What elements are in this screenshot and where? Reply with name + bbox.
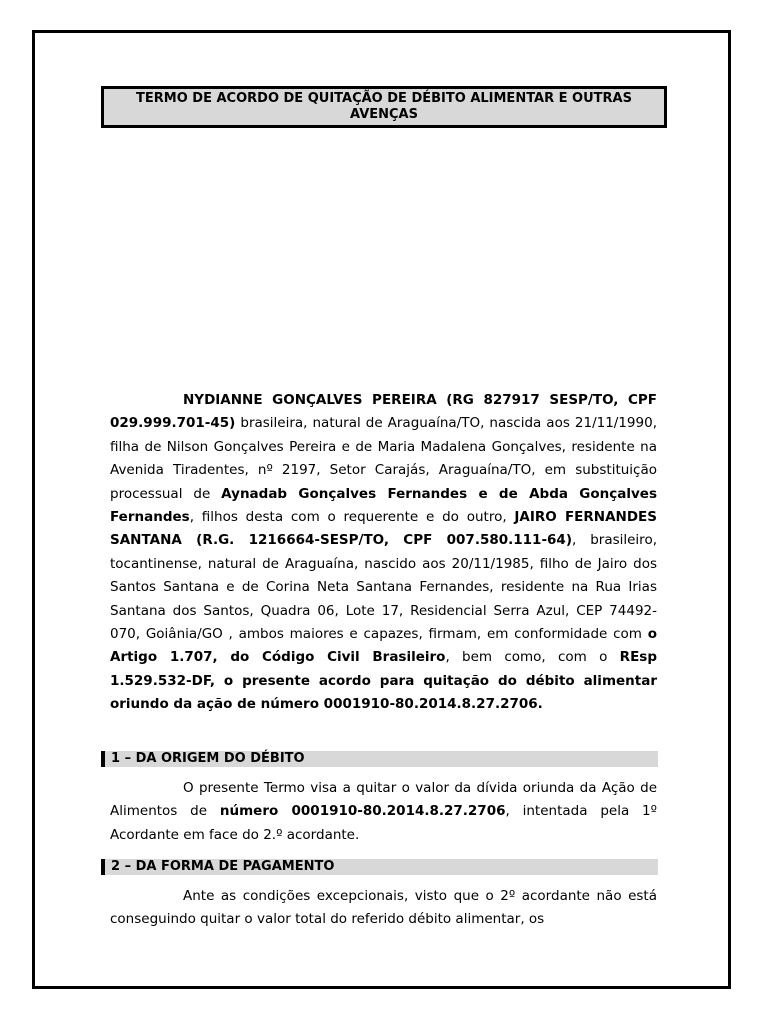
section-payment-paragraph — [110, 885, 657, 932]
document-title — [101, 86, 667, 128]
origin-process-number: número 0001910-80.2014.8.27.2706 — [219, 803, 506, 820]
payment-text: Ante as condições excepcionais, visto que o 2º acordante não está conseguindo quitar o valor total do referido débito alimentar, os — [110, 888, 657, 928]
party-one-name: NYDIANNE GONÇALVES PEREIRA (RG 827917 SESP/TO, CPF 029.999.701-45) — [110, 392, 657, 432]
party-one-details: brasileira, natural de Araguaína/TO, nascida aos 21/11/1990, filha de Nilson Gonçalves Pereira e de Maria Madalena Gonçalves, residente na Avenida Tiradentes, nº 2197, Setor Carajás, Araguaína/TO, em substituição processual de — [110, 415, 657, 502]
section-heading-payment — [101, 859, 658, 875]
origin-text-a: O presente Termo visa a quitar o valor da dívida oriunda da Ação de Alimentos de — [110, 780, 657, 820]
document-title-text: TERMO DE ACORDO DE QUITAÇÃO DE DÉBITO ALIMENTAR E OUTRAS AVENÇAS — [136, 91, 632, 122]
party-two-name: JAIRO FERNANDES SANTANA (R.G. 1216664-SESP/TO, CPF 007.580.111-64) — [110, 509, 657, 549]
party-two-details: , brasileiro, tocantinense, natural de Araguaína, nascido aos 20/11/1985, filho de Jairo dos Santos Santana e de Corina Neta Santana Fernandes, residente na Rua Irias Santana dos Santos, Quadra 06, Lote 17, Residencial Serra Azul, CEP 74492-070, Goiânia/GO , ambos maiores e capazes, firmam, em conformidade com — [110, 532, 657, 643]
intro-connector-2: , bem como, com o — [445, 649, 620, 666]
intro-connector: , filhos desta com o requerente e do outro, — [189, 509, 515, 526]
origin-text-b: , intentada pela 1º Acordante em face do 2.º acordante. — [110, 803, 658, 843]
section-heading-payment-text: 2 – DA FORMA DE PAGAMENTO — [111, 859, 335, 874]
section-origin-paragraph — [110, 777, 657, 847]
intro-paragraph — [110, 389, 657, 717]
children-names: Aynadab Gonçalves Fernandes e de Abda Gonçalves Fernandes — [110, 485, 657, 526]
section-heading-origin-text: 1 – DA ORIGEM DO DÉBITO — [111, 751, 305, 766]
section-heading-origin — [101, 751, 658, 767]
intro-closing: REsp 1.529.532-DF, o presente acordo para quitação do débito alimentar oriundo da ação de número 0001910-80.2014.8.27.2706. — [110, 649, 657, 713]
law-reference: o Artigo 1.707, do Código Civil Brasileiro — [110, 626, 657, 666]
